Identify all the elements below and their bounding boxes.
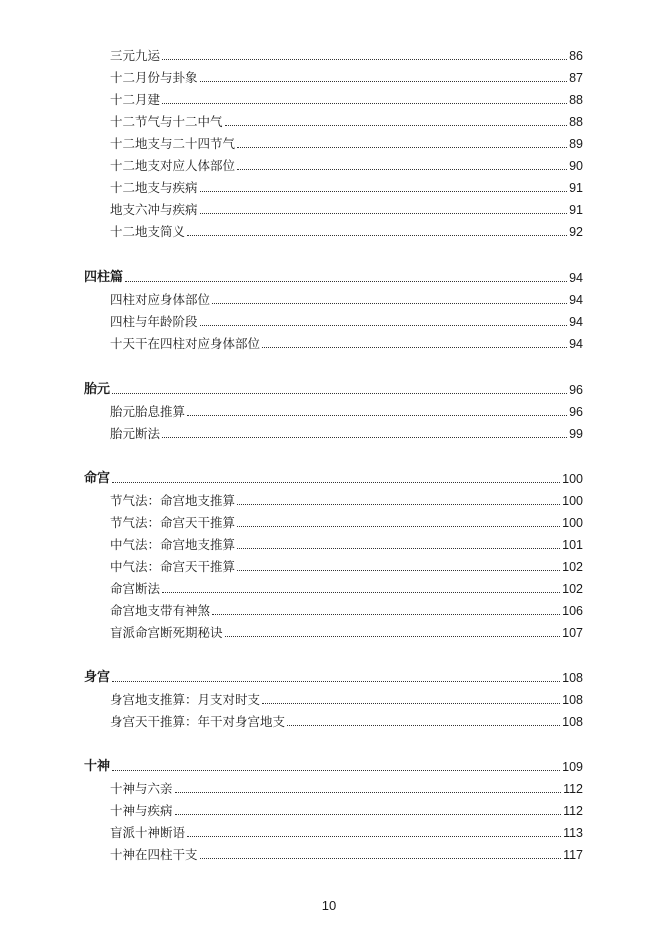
leader-dots bbox=[200, 81, 568, 82]
leader-dots bbox=[237, 147, 567, 148]
toc-entry-title: 十二地支对应人体部位 bbox=[110, 158, 236, 173]
toc-entry[interactable] bbox=[110, 422, 583, 442]
toc-entry-page: 108 bbox=[562, 715, 583, 729]
leader-dots bbox=[112, 770, 560, 771]
leader-dots bbox=[200, 858, 562, 859]
toc-entry-page: 87 bbox=[569, 71, 583, 85]
leader-dots bbox=[200, 191, 568, 192]
toc-entry-page: 99 bbox=[569, 427, 583, 441]
toc-entry[interactable] bbox=[110, 489, 583, 509]
toc-entry[interactable] bbox=[110, 511, 583, 531]
toc-entry[interactable] bbox=[110, 132, 583, 152]
toc-entry-page: 102 bbox=[562, 582, 583, 596]
toc-entry[interactable] bbox=[110, 777, 583, 797]
leader-dots bbox=[175, 814, 562, 815]
toc-entry-title: 胎元胎息推算 bbox=[110, 404, 186, 419]
toc-chapter[interactable] bbox=[84, 755, 583, 775]
toc-entry-page: 112 bbox=[563, 804, 583, 818]
leader-dots bbox=[225, 636, 561, 637]
toc-entry-page: 94 bbox=[569, 337, 583, 351]
toc-entry-title: 中气法：命宫地支推算 bbox=[110, 537, 236, 552]
toc-entry-title: 十天干在四柱对应身体部位 bbox=[110, 336, 261, 351]
toc-entry[interactable] bbox=[110, 332, 583, 352]
toc-entry-title: 盲派命宫断死期秘诀 bbox=[110, 625, 223, 640]
toc-entry-page: 113 bbox=[563, 826, 583, 840]
toc-entry-page: 94 bbox=[569, 293, 583, 307]
toc-chapter-title: 身宫 bbox=[84, 670, 111, 685]
toc-entry-title: 十二地支简义 bbox=[110, 224, 186, 239]
leader-dots bbox=[187, 235, 567, 236]
toc-entry[interactable] bbox=[110, 821, 583, 841]
toc-entry-page: 106 bbox=[562, 604, 583, 618]
toc-entry[interactable] bbox=[110, 400, 583, 420]
toc-entry[interactable] bbox=[110, 44, 583, 64]
toc-entry-page: 108 bbox=[562, 671, 583, 685]
toc-chapter[interactable] bbox=[84, 378, 583, 398]
toc-chapter[interactable] bbox=[84, 666, 583, 686]
toc-entry-title: 中气法：命宫天干推算 bbox=[110, 559, 236, 574]
toc-entry[interactable] bbox=[110, 110, 583, 130]
leader-dots bbox=[237, 169, 567, 170]
toc-entry-page: 112 bbox=[563, 782, 583, 796]
toc-entry-title: 十二地支与二十四节气 bbox=[110, 136, 236, 151]
leader-dots bbox=[212, 303, 567, 304]
toc-entry-title: 节气法：命宫天干推算 bbox=[110, 515, 236, 530]
toc-entry[interactable] bbox=[110, 599, 583, 619]
toc-entry-page: 92 bbox=[569, 225, 583, 239]
toc-entry-page: 109 bbox=[562, 760, 583, 774]
toc-entry-page: 117 bbox=[563, 848, 583, 862]
toc-entry[interactable] bbox=[110, 88, 583, 108]
toc-entry[interactable] bbox=[110, 555, 583, 575]
leader-dots bbox=[287, 725, 560, 726]
toc-entry-title: 十二月建 bbox=[110, 92, 161, 107]
leader-dots bbox=[112, 393, 567, 394]
toc-entry-page: 96 bbox=[569, 383, 583, 397]
toc-entry-title: 十二月份与卦象 bbox=[110, 70, 198, 85]
leader-dots bbox=[187, 415, 567, 416]
toc-entry[interactable] bbox=[110, 220, 583, 240]
toc-chapter-title: 四柱篇 bbox=[84, 270, 124, 285]
toc-entry-title: 命宫地支带有神煞 bbox=[110, 603, 211, 618]
toc-entry[interactable] bbox=[110, 843, 583, 863]
toc-entry-page: 86 bbox=[569, 49, 583, 63]
toc-entry-title: 命宫断法 bbox=[110, 581, 161, 596]
leader-dots bbox=[162, 59, 567, 60]
leader-dots bbox=[212, 614, 560, 615]
toc-entry-page: 89 bbox=[569, 137, 583, 151]
toc-entry-page: 107 bbox=[562, 626, 583, 640]
toc-entry[interactable] bbox=[110, 66, 583, 86]
toc-entry-page: 88 bbox=[569, 115, 583, 129]
toc-entry-title: 四柱与年龄阶段 bbox=[110, 314, 198, 329]
toc-entry-title: 十神与六亲 bbox=[110, 781, 173, 796]
toc-entry-title: 胎元断法 bbox=[110, 426, 161, 441]
toc-entry[interactable] bbox=[110, 198, 583, 218]
toc-entry-page: 96 bbox=[569, 405, 583, 419]
leader-dots bbox=[237, 570, 560, 571]
toc-entry-title: 地支六冲与疾病 bbox=[110, 202, 198, 217]
toc-entry-page: 100 bbox=[562, 472, 583, 486]
toc-entry[interactable] bbox=[110, 577, 583, 597]
toc-entry-page: 102 bbox=[562, 560, 583, 574]
leader-dots bbox=[112, 482, 560, 483]
toc-entry-title: 身宫天干推算：年干对身宫地支 bbox=[110, 714, 286, 729]
leader-dots bbox=[262, 347, 567, 348]
toc-entry-page: 101 bbox=[562, 538, 583, 552]
toc-entry-title: 盲派十神断语 bbox=[110, 825, 186, 840]
leader-dots bbox=[162, 437, 567, 438]
toc-entry-title: 十神在四柱干支 bbox=[110, 847, 198, 862]
toc-entry-title: 十二地支与疾病 bbox=[110, 180, 198, 195]
toc-entry[interactable] bbox=[110, 288, 583, 308]
toc-chapter[interactable] bbox=[84, 467, 583, 487]
leader-dots bbox=[237, 504, 560, 505]
toc-entry-page: 94 bbox=[569, 271, 583, 285]
toc-entry-title: 十神与疾病 bbox=[110, 803, 173, 818]
toc-entry-page: 90 bbox=[569, 159, 583, 173]
toc-entry-title: 四柱对应身体部位 bbox=[110, 292, 211, 307]
leader-dots bbox=[162, 103, 567, 104]
toc-entry[interactable] bbox=[110, 688, 583, 708]
toc-entry-page: 108 bbox=[562, 693, 583, 707]
toc-chapter-title: 十神 bbox=[84, 759, 111, 774]
toc-entry-page: 88 bbox=[569, 93, 583, 107]
toc-entry[interactable] bbox=[110, 710, 583, 730]
toc-entry-page: 91 bbox=[569, 181, 583, 195]
leader-dots bbox=[225, 125, 568, 126]
leader-dots bbox=[125, 281, 567, 282]
leader-dots bbox=[237, 526, 560, 527]
leader-dots bbox=[200, 325, 568, 326]
toc-entry[interactable] bbox=[110, 176, 583, 196]
toc-entry-page: 94 bbox=[569, 315, 583, 329]
leader-dots bbox=[175, 792, 562, 793]
toc-entry[interactable] bbox=[110, 621, 583, 641]
toc-entry[interactable] bbox=[110, 154, 583, 174]
toc-chapter-title: 胎元 bbox=[84, 382, 111, 397]
toc-entry-title: 十二节气与十二中气 bbox=[110, 114, 223, 129]
toc-chapter-title: 命宫 bbox=[84, 471, 111, 486]
toc-entry[interactable] bbox=[110, 533, 583, 553]
leader-dots bbox=[112, 681, 560, 682]
leader-dots bbox=[187, 836, 561, 837]
toc-entry-title: 三元九运 bbox=[110, 48, 161, 63]
toc-entry[interactable] bbox=[110, 799, 583, 819]
toc-entry-page: 91 bbox=[569, 203, 583, 217]
toc-entry-page: 100 bbox=[562, 516, 583, 530]
toc-entry[interactable] bbox=[110, 310, 583, 330]
toc-entry-title: 身宫地支推算：月支对时支 bbox=[110, 692, 261, 707]
page-number: 10 bbox=[321, 898, 337, 913]
leader-dots bbox=[262, 703, 560, 704]
leader-dots bbox=[200, 213, 568, 214]
toc-chapter[interactable] bbox=[84, 266, 583, 286]
toc-entry-page: 100 bbox=[562, 494, 583, 508]
toc-entry-title: 节气法：命宫地支推算 bbox=[110, 493, 236, 508]
leader-dots bbox=[237, 548, 560, 549]
leader-dots bbox=[162, 592, 560, 593]
